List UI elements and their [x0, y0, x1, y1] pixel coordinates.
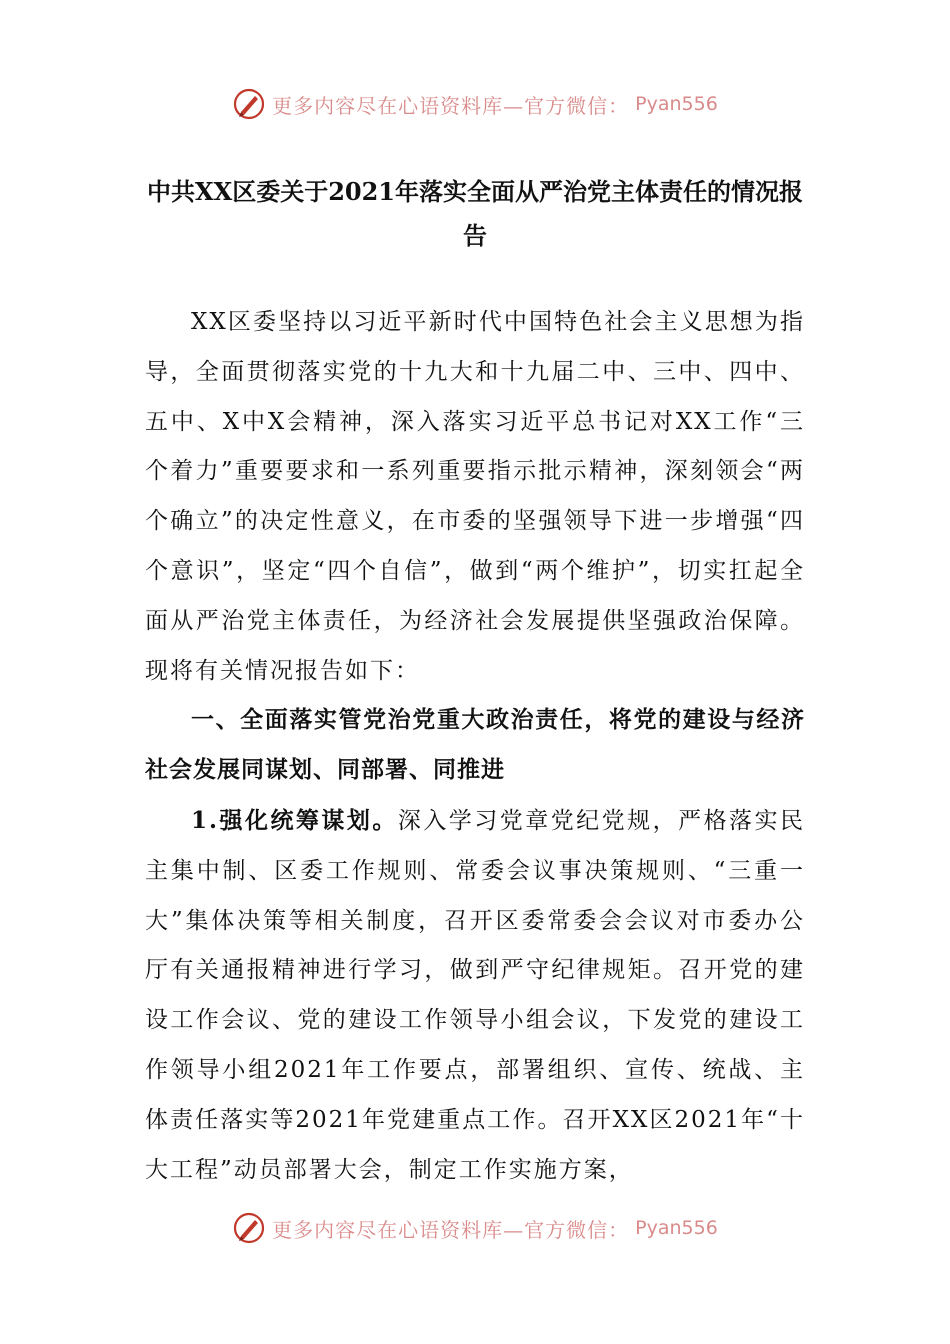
watermark-wechat-id: Pyan556 — [635, 1217, 718, 1239]
document-body — [145, 298, 805, 1195]
watermark-text: 更多内容尽在心语资料库—官方微信： — [272, 1217, 630, 1242]
watermark-text: 更多内容尽在心语资料库—官方微信： — [272, 93, 630, 118]
item-paragraph-1 — [145, 796, 805, 1195]
pen-logo-icon — [232, 87, 266, 121]
pen-logo-icon — [232, 1211, 266, 1245]
item-text-1: 深入学习党章党纪党规，严格落实民主集中制、区委工作规则、常委会议事决策规则、“三重一大”集体决策等相关制度，召开区委常委会会议对市委办公厅有关通报精神进行学习，做到严守纪律规矩。召开党的建设工作会议、党的建设工作领导小组会议，下发党的建设工作领导小组2021年工作要点，部署组织、宣传、统战、主体责任落实等2021年党建重点工作。召开XX区2021年“十大工程”动员部署大会，制定工作实施方案， — [145, 807, 806, 1183]
watermark-header — [0, 82, 950, 126]
watermark-wechat-id: Pyan556 — [635, 93, 718, 115]
section-heading-1: 一、全面落实管党治党重大政治责任，将党的建设与经济社会发展同谋划、同部署、同推进 — [145, 707, 805, 784]
document-title: 中共XX区委关于2021年落实全面从严治党主体责任的情况报告 — [146, 177, 804, 250]
watermark-footer — [0, 1206, 950, 1250]
item-lead-1: 1.强化统筹谋划。 — [191, 806, 398, 834]
intro-paragraph: XX区委坚持以习近平新时代中国特色社会主义思想为指导，全面贯彻落实党的十九大和十九届二中、三中、四中、五中、X中X会精神，深入落实习近平总书记对XX工作“三个着力”重要要求和一系列重要指示批示精神，深刻领会“两个确立”的决定性意义，在市委的坚强领导下进一步增强“四个意识”，坚定“四个自信”，做到“两个维护”，切实扛起全面从严治党主体责任，为经济社会发展提供坚强政治保障。现将有关情况报告如下： — [145, 309, 805, 684]
